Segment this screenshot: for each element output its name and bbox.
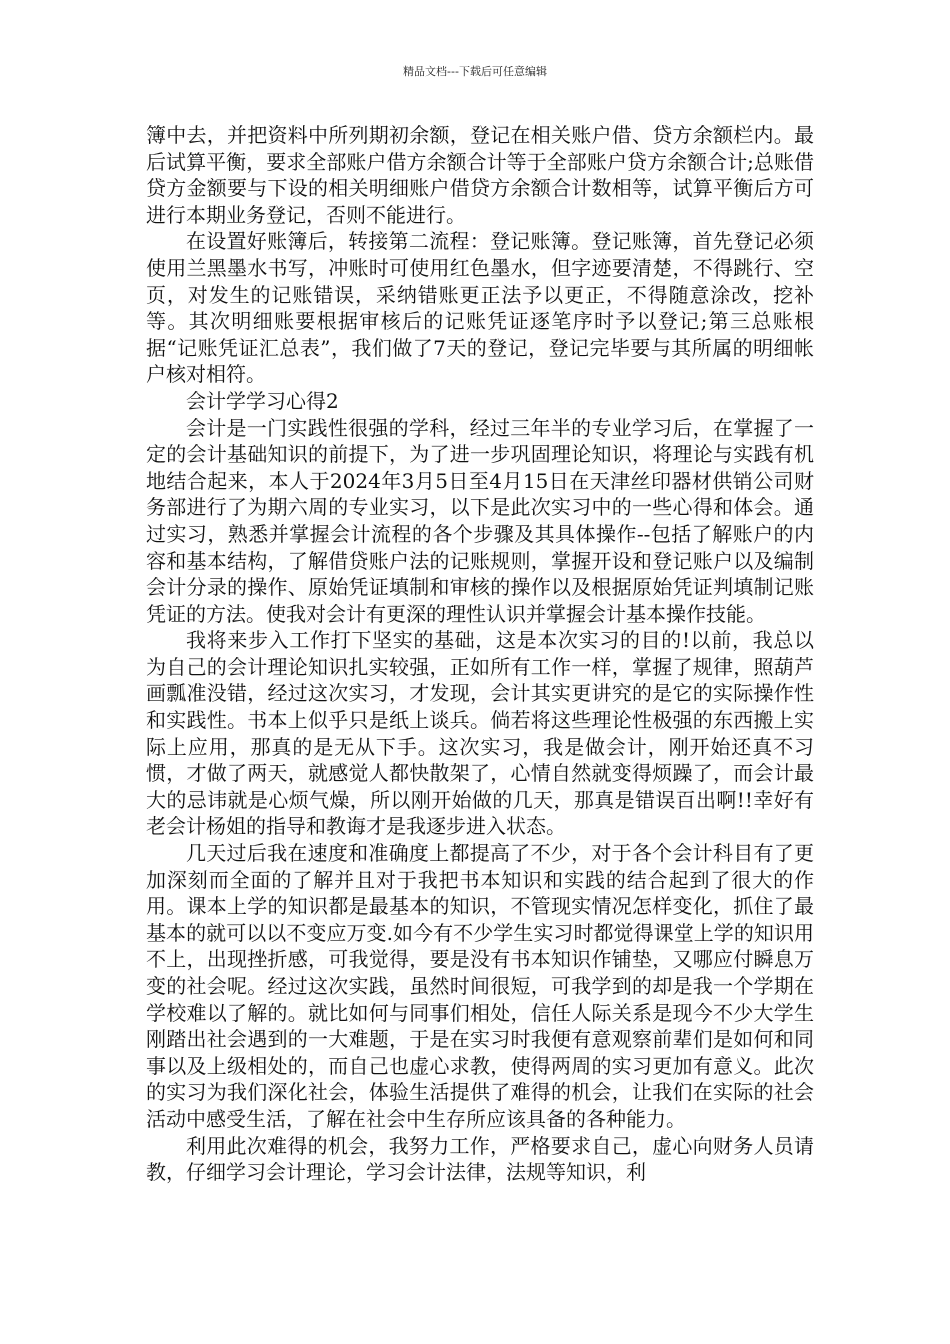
paragraph-ledger-registration: 在设置好账簿后，转接第二流程：登记账簿。登记账簿，首先登记必须使用兰黑墨水书写，冲账时可使用红色墨水，但字迹要清楚，不得跳行、空页，对发生的记账错误，采纳错账更正法予以更正，不得随意涂改，挖补等。其次明细账要根据审核后的记账凭证逐笔序时予以登记;第三总账根据“记账凭证汇总表”，我们做了7天的登记，登记完毕要与其所属的明细帐户核对相符。 (146, 229, 814, 387)
page-header: 精品文档---下载后可任意编辑 (403, 65, 547, 78)
paragraph-progress-reflection: 几天过后我在速度和准确度上都提高了不少，对于各个会计科目有了更加深刻而全面的了解并且对于我把书本知识和实践的结合起到了很大的作用。课本上学的知识都是最基本的知识，不管现实情况怎样变化，抓住了最基本的就可以以不变应万变.如今有不少学生实习时都觉得课堂上学的知识用不上，出现挫折感，可我觉得，要是没有书本知识作铺垫，又哪应付瞬息万变的社会呢。经过这次实践，虽然时间很短，可我学到的却是我一个学期在学校难以了解的。就比如何与同事们相处，信任人际关系是现今不少大学生刚踏出社会遇到的一大难题，于是在实习时我便有意观察前辈们是如何和同事以及上级相处的，而自己也虚心求教，使得两周的实习更加有意义。此次的实习为我们深化社会，体验生活提供了难得的机会，让我们在实际的社会活动中感受生活，了解在社会中生存所应该具备的各种能力。 (146, 841, 814, 1131)
paragraph-opportunity: 利用此次难得的机会，我努力工作，严格要求自己，虚心向财务人员请教，仔细学习会计理论，学习会计法律，法规等知识，利 (146, 1133, 814, 1185)
section-heading: 会计学学习心得2 (186, 388, 339, 413)
paragraph-internship-intro: 会计是一门实践性很强的学科，经过三年半的专业学习后，在掌握了一定的会计基础知识的前提下，为了进一步巩固理论知识，将理论与实践有机地结合起来，本人于2024年3月5日至4月15日在天津丝印器材供销公司财务部进行了为期六周的专业实习，以下是此次实习中的一些心得和体会。通过实习，熟悉并掌握会计流程的各个步骤及其具体操作--包括了解账户的内容和基本结构，了解借贷账户法的记账规则，掌握开设和登记账户以及编制会计分录的操作、原始凭证填制和审核的操作以及根据原始凭证判填制记账凭证的方法。使我对会计有更深的理性认识并掌握会计基本操作技能。 (146, 415, 814, 626)
paragraph-practice-experience: 我将来步入工作打下坚实的基础，这是本次实习的目的!以前，我总以为自己的会计理论知识扎实较强，正如所有工作一样，掌握了规律，照葫芦画瓢准没错，经过这次实习，才发现，会计其实更讲究的是它的实际操作性和实践性。书本上似乎只是纸上谈兵。倘若将这些理论性极强的东西搬上实际上应用，那真的是无从下手。这次实习，我是做会计，刚开始还真不习惯，才做了两天，就感觉人都快散架了，心情自然就变得烦躁了，而会计最大的忌讳就是心烦气燥，所以刚开始做的几天，那真是错误百出啊!!幸好有老会计杨姐的指导和教诲才是我逐步进入状态。 (146, 628, 814, 839)
paragraph-continuation: 簿中去，并把资料中所列期初余额，登记在相关账户借、贷方余额栏内。最后试算平衡，要求全部账户借方余额合计等于全部账户贷方余额合计;总账借贷方金额要与下设的相关明细账户借贷方余额合计数相等，试算平衡后方可进行本期业务登记，否则不能进行。 (146, 123, 814, 227)
document-body (146, 122, 814, 1186)
